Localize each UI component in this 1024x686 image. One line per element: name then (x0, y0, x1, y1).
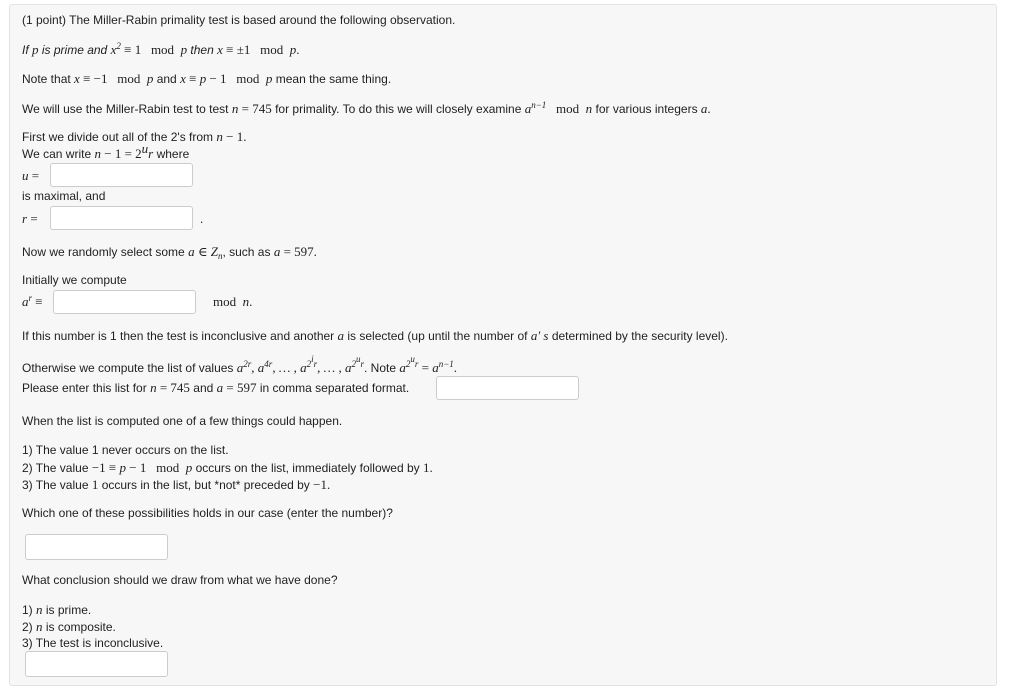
otherwise-line: Otherwise we compute the list of values $a^{2r}$, $a^{4r}$, … , $a^{2^ir}$, … , $a^{2^ur}$. Note $a^{2^ur} = a^{n-1}$. (22, 354, 458, 375)
ar-mod-input[interactable] (53, 290, 196, 314)
possibility-1: 1) The value 1 never occurs on the list. (22, 443, 229, 457)
note-line: Note that x ≡ −1 mod p and x ≡ p − 1 mod p mean the same thing. (22, 71, 392, 86)
conclusion-input[interactable] (25, 651, 168, 677)
r-input[interactable] (50, 206, 193, 230)
possibility-2: 2) The value −1 ≡ p − 1 mod p occurs on the list, immediately followed by 1. (22, 460, 433, 475)
conclusion-3: 3) The test is inconclusive. (22, 636, 164, 650)
initially-line: Initially we compute (22, 273, 127, 287)
enter-list-line: Please enter this list for n = 745 and a = 597 in comma separated format. (22, 380, 410, 395)
list-input[interactable] (436, 376, 579, 400)
u-label: u = (22, 168, 40, 183)
intro-text: (1 point) The Miller-Rabin primality test is based around the following observation. (22, 13, 456, 27)
possibility-input[interactable] (25, 534, 168, 560)
select-line: Now we randomly select some a ∈ $Z_n$, such as a = 597. (22, 244, 317, 261)
observation-line: If p is prime and $x^2 \equiv 1$ mod p then x ≡ ±1 mod p. (22, 41, 300, 57)
problem-panel (9, 4, 997, 686)
u-input[interactable] (50, 163, 193, 187)
maximal-line: is maximal, and (22, 189, 106, 203)
when-list-line: When the list is computed one of a few things could happen. (22, 414, 343, 428)
write-line: We can write $n - 1 = 2^ur$ where (22, 141, 190, 161)
r-label: r = (22, 211, 38, 226)
divide-line: First we divide out all of the 2's from n − 1. (22, 129, 247, 144)
mod-n-label: mod n. (213, 294, 253, 309)
test-description: We will use the Miller-Rabin test to test n = 745 for primality. To do this we will closely examine $a^{n-1}$ mod n for various integers a. (22, 100, 711, 116)
conclusion-question: What conclusion should we draw from what we have done? (22, 573, 338, 587)
ar-label: $a^r$ ≡ (22, 293, 43, 309)
inconclusive-line: If this number is 1 then the test is inconclusive and another a is selected (up until the number of a′ s determined by the security level). (22, 328, 728, 343)
conclusion-2: 2) n is composite. (22, 619, 116, 634)
possibility-3: 3) The value 1 occurs in the list, but *not* preceded by −1. (22, 477, 331, 492)
r-period: . (200, 211, 204, 226)
which-one-line: Which one of these possibilities holds in our case (enter the number)? (22, 506, 393, 520)
conclusion-1: 1) n is prime. (22, 602, 92, 617)
